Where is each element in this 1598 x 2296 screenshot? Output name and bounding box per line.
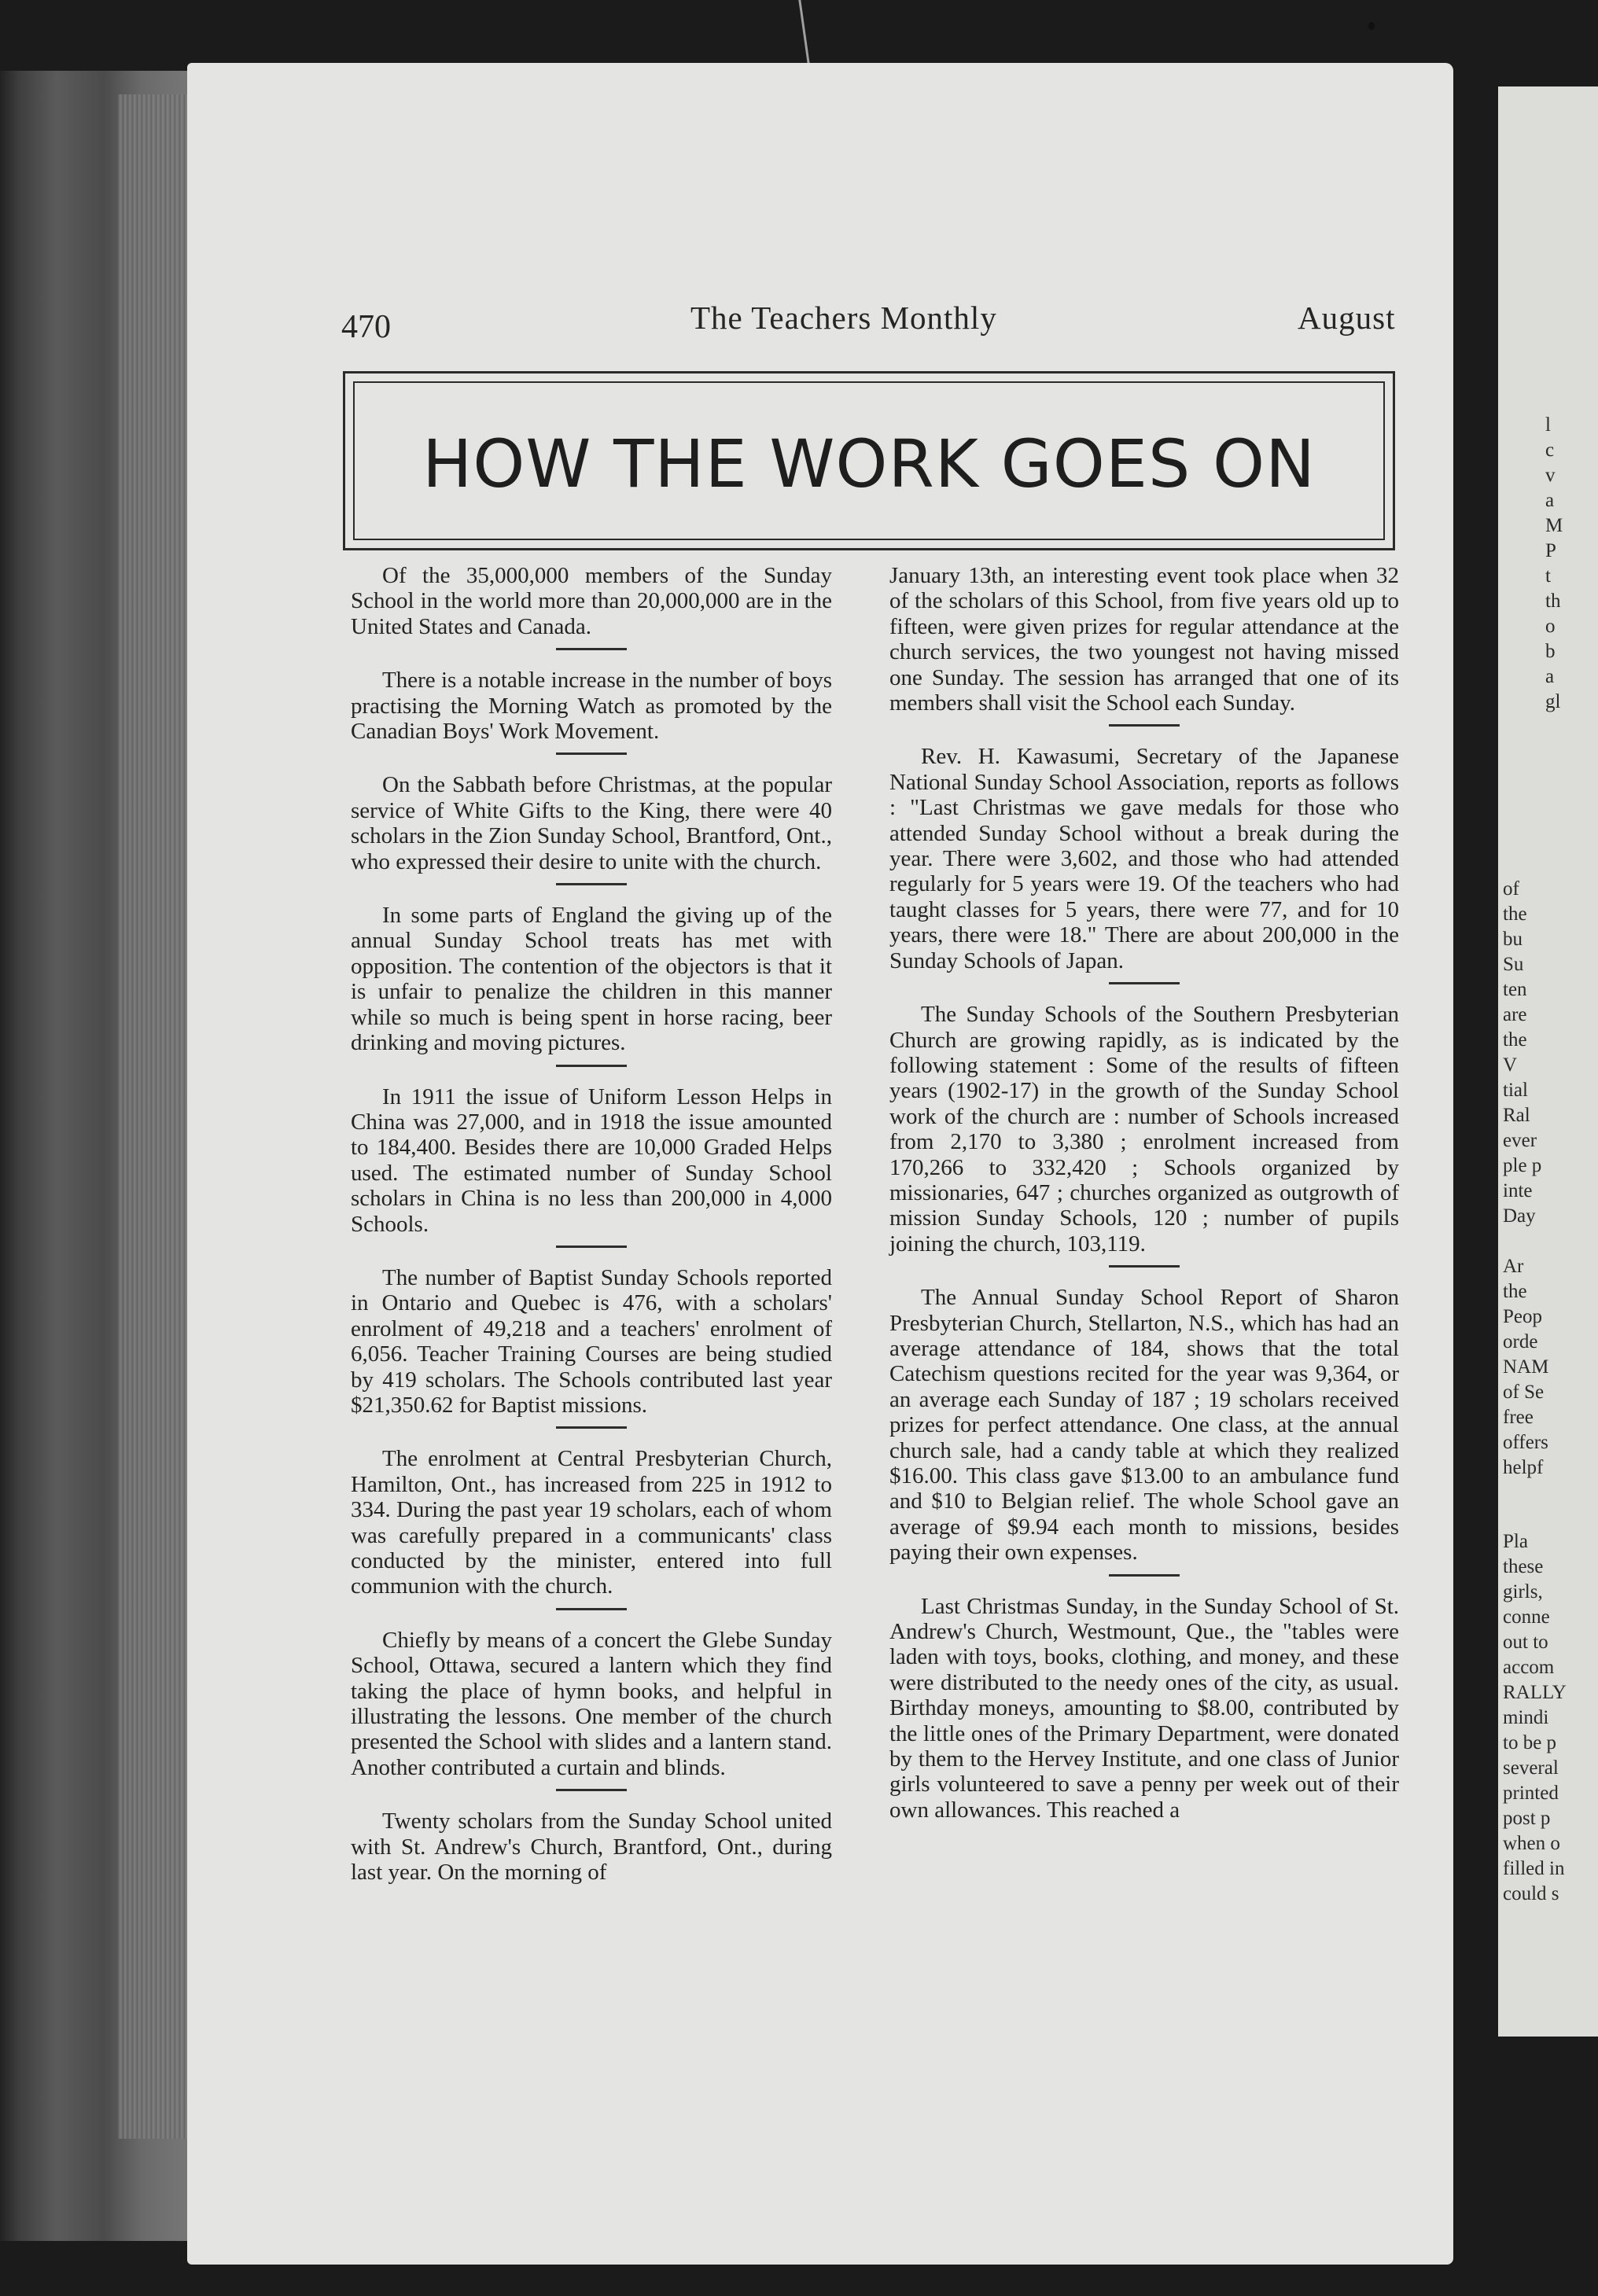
adjacent-page-text-fragment: the [1503, 1029, 1527, 1050]
adjacent-page-text-fragment: when o [1503, 1833, 1560, 1854]
adjacent-page-text-fragment: of [1503, 878, 1519, 900]
adjacent-page-text-fragment: Pla [1503, 1531, 1528, 1552]
adjacent-page-text-fragment: orde [1503, 1331, 1538, 1352]
section-divider [556, 1065, 627, 1067]
adjacent-page-text-fragment: tial [1503, 1080, 1528, 1101]
news-item: Chiefly by means of a concert the Glebe Sunday School, Ottawa, secured a lantern which they find taking the place of hymn books, and helpful in illustrating the lessons. One member of the church presented the School with slides and a lantern stand. Another contributed a curtain and blinds. [351, 1627, 832, 1780]
news-item: On the Sabbath before Christmas, at the popular service of White Gifts to the King, there were 40 scholars in the Zion Sunday School, Brantford, Ont., who expressed their desire to unite with the church. [351, 772, 832, 874]
adjacent-page-text-fragment: offers [1503, 1432, 1548, 1453]
section-divider [1109, 1265, 1180, 1268]
adjacent-page-text-fragment: out to [1503, 1632, 1548, 1653]
article-title: HOW THE WORK GOES ON [422, 425, 1316, 502]
adjacent-page-text-fragment: the [1503, 1281, 1527, 1302]
adjacent-page-text-fragment: Su [1503, 954, 1524, 975]
adjacent-page-text-fragment: could s [1503, 1883, 1559, 1904]
adjacent-page-text-fragment: several [1503, 1757, 1559, 1779]
news-item: The enrolment at Central Presbyterian Church, Hamilton, Ont., has increased from 225 in 1912 to 334. During the past year 19 scholars, each of whom was carefully prepared in a communicants' class conducted by the minister, entered into full communion with the church. [351, 1446, 832, 1599]
page-number: 470 [341, 309, 391, 345]
section-divider [1109, 1574, 1180, 1577]
news-item: Twenty scholars from the Sunday School united with St. Andrew's Church, Brantford, Ont., during last year. On the morning of [351, 1808, 832, 1886]
adjacent-page-text-fragment: V [1503, 1054, 1518, 1076]
section-divider [556, 1426, 627, 1429]
section-divider [1109, 724, 1180, 727]
adjacent-page-text-fragment: v [1545, 465, 1556, 486]
adjacent-page-text-fragment: NAM [1503, 1356, 1549, 1378]
section-divider [556, 1246, 627, 1248]
adjacent-page-text-fragment: are [1503, 1004, 1527, 1025]
adjacent-page-text-fragment: Ral [1503, 1105, 1530, 1126]
issue-month: August [1298, 300, 1396, 336]
adjacent-page-text-fragment: P [1545, 540, 1556, 561]
adjacent-page-text-fragment: ple p [1503, 1155, 1542, 1176]
adjacent-page-text-fragment: accom [1503, 1657, 1555, 1678]
adjacent-page-text-fragment: o [1545, 616, 1556, 637]
title-frame-inner [353, 381, 1385, 540]
adjacent-page-text-fragment: c [1545, 440, 1555, 461]
section-divider [1109, 982, 1180, 984]
running-header [187, 293, 1453, 345]
adjacent-page-text-fragment: of Se [1503, 1382, 1545, 1403]
adjacent-page-text-fragment: girls, [1503, 1581, 1543, 1602]
adjacent-page-text-fragment: conne [1503, 1606, 1550, 1628]
adjacent-page-text-fragment: a [1545, 490, 1555, 511]
title-frame [343, 371, 1395, 550]
news-item: The number of Baptist Sunday Schools reported in Ontario and Quebec is 476, with a scholars' enrolment of 49,218 and a teachers' enrolment of 6,056. Teacher Training Courses are being studied by 419 scholars. The Schools contributed last year $21,350.62 for Baptist missions. [351, 1264, 832, 1418]
adjacent-page-text-fragment: Ar [1503, 1256, 1524, 1277]
section-divider [556, 883, 627, 885]
news-item: Of the 35,000,000 members of the Sunday School in the world more than 20,000,000 are in the United States and Canada. [351, 563, 832, 639]
adjacent-page-text-fragment: gl [1545, 691, 1561, 712]
adjacent-page-text-fragment: free [1503, 1407, 1534, 1428]
news-item: Rev. H. Kawasumi, Secretary of the Japanese National Sunday School Association, reports as follows : "Last Christmas we gave medals for those who attended Sunday School without a break during the year. There were 3,602, and those who had attended regularly for 5 years were 19. Of the teachers who had taught classes for 5 years, there were 77, and for 10 years, there were 18." There are about 200,000 in the Sunday Schools of Japan. [889, 744, 1399, 973]
adjacent-page-text-fragment: mindi [1503, 1707, 1549, 1728]
adjacent-page-text-fragment: th [1545, 591, 1561, 612]
adjacent-page-text-fragment: b [1545, 641, 1556, 662]
section-divider [556, 752, 627, 755]
adjacent-page-text-fragment: to be p [1503, 1732, 1557, 1753]
adjacent-page-text-fragment: Peop [1503, 1306, 1542, 1327]
adjacent-page-text-fragment: M [1545, 515, 1563, 536]
speck [1368, 22, 1375, 30]
adjacent-page-text-fragment: Day [1503, 1205, 1536, 1227]
left-column [351, 563, 832, 1885]
news-item: There is a notable increase in the number of boys practising the Morning Watch as promoted by the Canadian Boys' Work Movement. [351, 668, 832, 745]
adjacent-page-text-fragment: printed [1503, 1783, 1559, 1804]
section-divider [556, 1789, 627, 1791]
adjacent-page-text-fragment: a [1545, 666, 1555, 687]
news-item: The Sunday Schools of the Southern Presbyterian Church are growing rapidly, as is indicated by the following statement : Some of the results of fifteen years (1902-17) in the growth of the Sunday School work of the church are : number of Schools increased from 2,170 to 3,380 ; enrolment increased from 170,266 to 332,420 ; Schools organized by missionaries, 647 ; churches organized as outgrowth of mission Sunday Schools, 120 ; number of pupils joining the church, 103,119. [889, 1002, 1399, 1257]
adjacent-page-text-fragment: filled in [1503, 1858, 1565, 1879]
right-column [889, 563, 1399, 1823]
adjacent-page-text-fragment: ten [1503, 979, 1527, 1000]
adjacent-page-text-fragment: inte [1503, 1180, 1533, 1201]
adjacent-page-text-fragment: helpf [1503, 1457, 1544, 1478]
page-edges [118, 94, 189, 2139]
news-item: In some parts of England the giving up of the annual Sunday School treats has met with opposition. The contention of the objectors is that it is unfair to penalize the children in this manner while so much is being spent in horse racing, beer drinking and moving pictures. [351, 903, 832, 1056]
section-divider [556, 648, 627, 650]
book-page [187, 63, 1453, 2265]
news-item: The Annual Sunday School Report of Sharon Presbyterian Church, Stellarton, N.S., which has had an average attendance of 184, shows that the total Catechism questions recited for the year was 9,364, or an average each Sunday of 187 ; 19 scholars received prizes for perfect attendance. One class, at the annual church sale, had a candy table at which they realized $16.00. This class gave $13.00 to an ambulance fund and $10 to Belgian relief. The whole School gave an average of $9.94 each month to missions, besides paying their own expenses. [889, 1285, 1399, 1566]
journal-title: The Teachers Monthly [690, 300, 997, 336]
adjacent-page-text-fragment: post p [1503, 1808, 1551, 1829]
section-divider [556, 1608, 627, 1610]
adjacent-page-text-fragment: ever [1503, 1130, 1537, 1151]
news-item: In 1911 the issue of Uniform Lesson Helps in China was 27,000, and in 1918 the issue amounted to 184,400. Besides there are 10,000 Graded Helps used. The estimated number of Sunday School scholars in China is no less than 200,000 in 4,000 Schools. [351, 1084, 832, 1237]
news-item: Last Christmas Sunday, in the Sunday School of St. Andrew's Church, Westmount, Que., the "tables were laden with toys, books, clothing, and money, and these were distributed to the needy ones of the city, as usual. Birthday moneys, amounting to $8.00, contributed by the little ones of the Primary Department, were donated by them to the Hervey Institute, and one class of Junior girls volunteered to save a penny per week out of their own allowances. This reached a [889, 1593, 1399, 1823]
adjacent-page-text-fragment: t [1545, 565, 1551, 587]
adjacent-page-text-fragment: RALLY [1503, 1682, 1567, 1703]
adjacent-page [1498, 86, 1598, 2037]
news-item-continuation: January 13th, an interesting event took place when 32 of the scholars of this School, from five years old up to fifteen, were given prizes for regular attendance at the church services, the two youngest not having missed one Sunday. The session has arranged that one of its members shall visit the School each Sunday. [889, 563, 1399, 716]
adjacent-page-text-fragment: l [1545, 414, 1551, 436]
adjacent-page-text-fragment: bu [1503, 929, 1523, 950]
adjacent-page-text-fragment: the [1503, 903, 1527, 925]
adjacent-page-text-fragment: these [1503, 1556, 1544, 1577]
